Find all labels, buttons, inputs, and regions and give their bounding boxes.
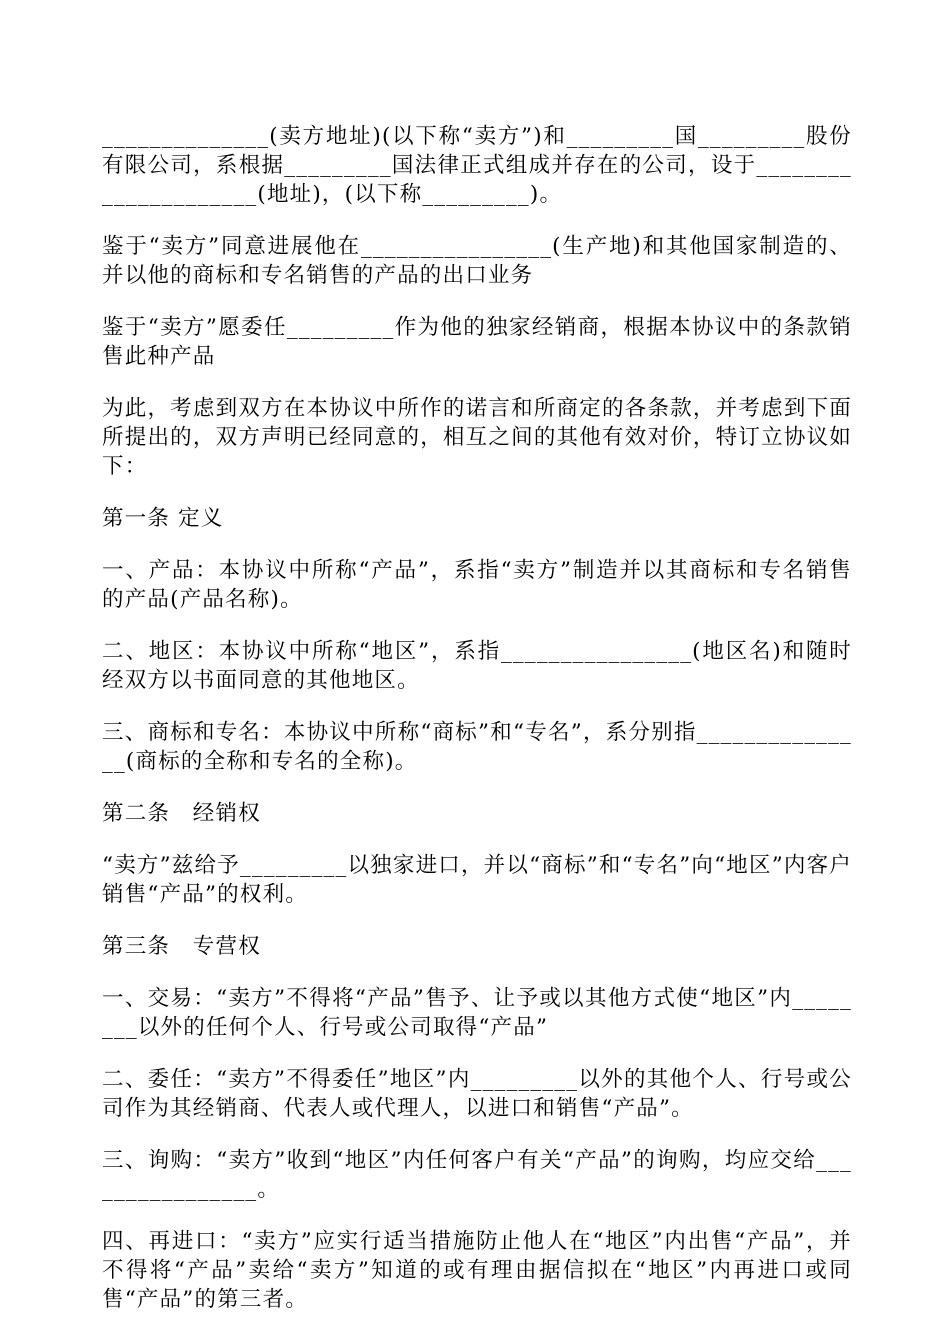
article-3-appointment: 二、委任：“卖方”不得委任”地区”内_________以外的其他个人、行号或公司作为其经销商、代表人或代理人，以进口和销售“产品”。 (102, 1067, 852, 1121)
article-1-heading: 第一条 定义 (102, 506, 224, 531)
article-1-trademark: 三、商标和专名：本协议中所称“商标”和“专名”，系分别指_______________(商标的全称和专名的全称)。 (102, 720, 852, 774)
article-3-reimport: 四、再进口：“卖方”应实行适当措施防止他人在“地区”内出售“产品”，并不得将“产品”卖给“卖方”知道的或有理由据信拟在“地区”内再进口或同售“产品”的第三者。 (102, 1229, 852, 1312)
article-3-heading: 第三条 专营权 (102, 934, 261, 959)
document-page (102, 122, 852, 1337)
article-3-transactions: 一、交易：“卖方”不得将“产品”售予、让予或以其他方式使“地区”内________以外的任何个人、行号或公司取得“产品” (102, 986, 852, 1040)
preamble-parties: ______________(卖方地址)(以下称“卖方”)和_________国_________股份有限公司，系根据_________国法律正式组成并存在的公司，设于_____________________(地址)，(以下称_________)。 (102, 124, 852, 207)
recital-appointment: 鉴于“卖方”愿委任_________作为他的独家经销商，根据本协议中的条款销售此种产品 (102, 315, 852, 369)
article-3-inquiries: 三、询购：“卖方”收到“地区”内任何客户有关“产品”的询购，均应交给________________。 (102, 1148, 852, 1202)
consideration-clause: 为此，考虑到双方在本协议中所作的诺言和所商定的各条款，并考虑到下面所提出的，双方声明已经同意的，相互之间的其他有效对价，特订立协议如下： (102, 396, 852, 479)
article-2-grant: “卖方”兹给予_________以独家进口，并以“商标”和“专名”向“地区”内客户销售“产品”的权利。 (102, 853, 852, 907)
article-1-product: 一、产品：本协议中所称“产品”，系指“卖方”制造并以其商标和专名销售的产品(产品名称)。 (102, 558, 852, 612)
recital-export: 鉴于“卖方”同意进展他在________________(生产地)和其他国家制造的、并以他的商标和专名销售的产品的出口业务 (102, 234, 852, 288)
article-2-heading: 第二条 经销权 (102, 801, 261, 826)
article-1-territory: 二、地区：本协议中所称“地区”，系指________________(地区名)和随时经双方以书面同意的其他地区。 (102, 639, 852, 693)
